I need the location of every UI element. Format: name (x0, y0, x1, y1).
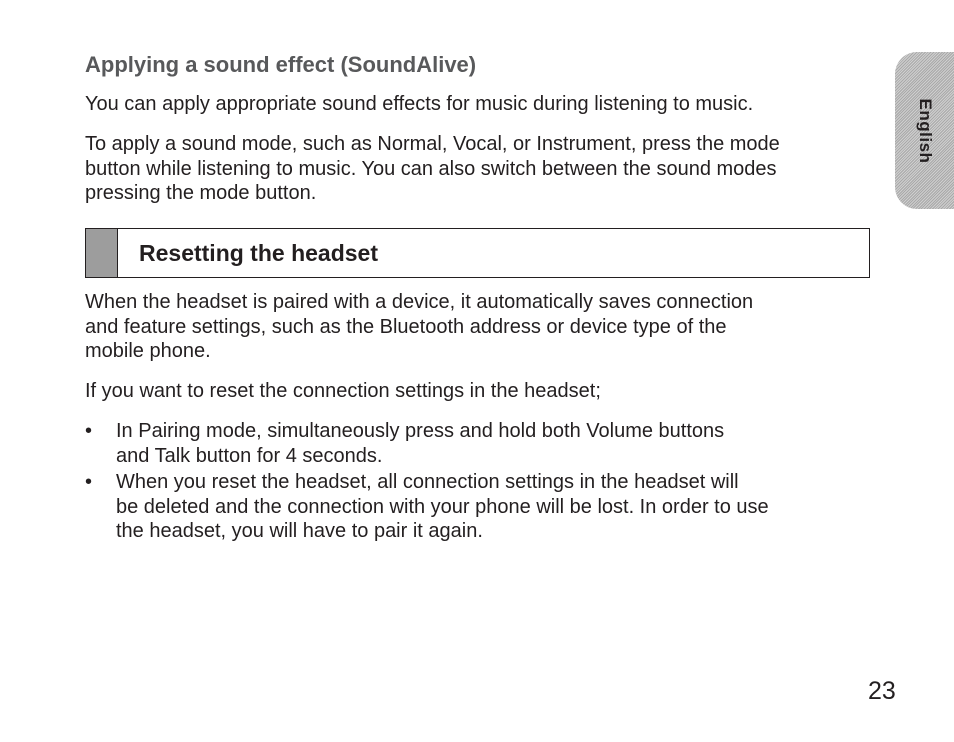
paragraph-line: and feature settings, such as the Bluetooth address or device type of the (85, 315, 727, 338)
bullet-text (116, 470, 769, 544)
section-accent-bar (86, 229, 118, 277)
paragraph-line: pressing the mode button. (85, 182, 317, 204)
language-tab-label: English (915, 98, 935, 163)
paragraph-line: When the headset is paired with a device, it automatically saves connection (85, 291, 754, 313)
language-tab (895, 52, 954, 209)
paragraph-line: To apply a sound mode, such as Normal, Vocal, or Instrument, press the mode (85, 133, 780, 155)
bullet-text (116, 419, 724, 468)
page-number: 23 (868, 677, 896, 705)
bullet-line: and Talk button for 4 seconds. (116, 444, 383, 467)
soundalive-instructions-paragraph (85, 132, 780, 206)
section-title-resetting: Resetting the headset (139, 240, 378, 266)
paragraph-line: mobile phone. (85, 340, 211, 362)
reset-condition-paragraph: If you want to reset the connection settings in the headset; (85, 380, 601, 402)
paragraph-line: button while listening to music. You can also switch between the sound modes (85, 157, 777, 180)
bullet-line: the headset, you will have to pair it again. (116, 520, 483, 542)
bullet-marker: • (85, 420, 93, 442)
reset-intro-paragraph (85, 290, 753, 364)
bullet-line: When you reset the headset, all connection settings in the headset will (116, 471, 739, 493)
section-header-box (85, 228, 870, 278)
bullet-marker: • (85, 471, 93, 493)
bullet-line: In Pairing mode, simultaneously press and hold both Volume buttons (116, 420, 725, 442)
bullet-line: be deleted and the connection with your phone will be lost. In order to use (116, 495, 769, 518)
section-heading-soundalive: Applying a sound effect (SoundAlive) (85, 52, 477, 77)
soundalive-intro-paragraph: You can apply appropriate sound effects for music during listening to music. (85, 93, 754, 115)
